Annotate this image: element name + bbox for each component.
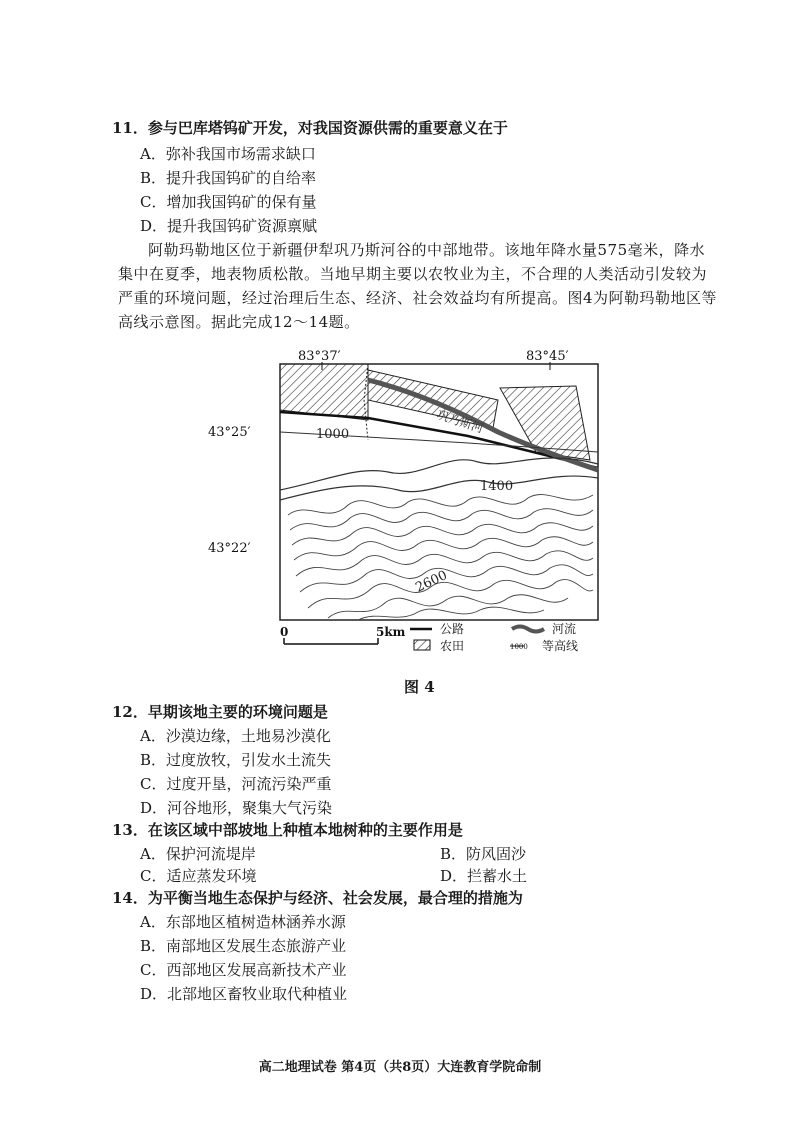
question-14-option-b: B．南部地区发展生态旅游产业 xyxy=(140,937,347,955)
question-12-option-d: D．河谷地形，聚集大气污染 xyxy=(140,799,333,817)
question-11-option-a: A．弥补我国市场需求缺口 xyxy=(140,145,316,163)
scale-five-label: 5km xyxy=(376,625,406,639)
river-label: 巩乃斯河 xyxy=(435,407,486,436)
question-12-option-b: B．过度放牧，引发水土流失 xyxy=(140,751,332,769)
scale-zero-label: 0 xyxy=(280,625,289,639)
legend-river-label: 河流 xyxy=(552,622,577,636)
question-11-option-d: D．提升我国钨矿资源禀赋 xyxy=(140,217,318,235)
longitude-label-left: 83°37′ xyxy=(298,349,341,364)
question-13-option-a: A．保护河流堤岸 xyxy=(140,845,256,863)
question-12-option-a: A．沙漠边缘，土地易沙漠化 xyxy=(140,727,331,745)
legend-contour-sample: 1000 xyxy=(510,643,528,651)
question-11-option-c: C．增加我国钨矿的保有量 xyxy=(140,193,317,211)
contour-map-figure xyxy=(208,340,608,660)
question-14-option-a: A．东部地区植树造林涵养水源 xyxy=(140,913,346,931)
question-14-option-d: D．北部地区畜牧业取代种植业 xyxy=(140,985,348,1003)
latitude-label-bottom: 43°22′ xyxy=(208,541,251,556)
page-footer: 高二地理试卷 第4页（共8页）大连教育学院命制 xyxy=(258,1060,542,1075)
farmland-west xyxy=(280,364,368,420)
question-13-option-d: D．拦蓄水土 xyxy=(440,867,528,885)
contour-label-1000: 1000 xyxy=(316,427,350,442)
legend-river-symbol xyxy=(512,627,544,632)
question-12-option-c: C．过度开垦，河流污染严重 xyxy=(140,775,332,793)
question-11-stem: 11．参与巴库塔钨矿开发，对我国资源供需的重要意义在于 xyxy=(112,119,508,137)
legend-contour-label: 等高线 xyxy=(542,639,579,653)
longitude-label-right: 83°45′ xyxy=(526,349,569,364)
contour-label-2600: 2600 xyxy=(413,568,450,596)
question-11-option-b: B．提升我国钨矿的自给率 xyxy=(140,169,317,187)
latitude-label-top: 43°25′ xyxy=(208,425,251,440)
contour-label-1400: 1400 xyxy=(480,479,514,494)
legend-farmland-symbol xyxy=(414,640,430,650)
question-13-option-b: B．防风固沙 xyxy=(440,845,527,863)
question-14-option-c: C．西部地区发展高新技术产业 xyxy=(140,961,347,979)
legend-farmland-label: 农田 xyxy=(440,639,465,653)
question-13-option-c: C．适应蒸发环境 xyxy=(140,867,257,885)
figure-caption: 图 4 xyxy=(404,678,435,696)
question-13-stem: 13．在该区域中部坡地上种植本地树种的主要作用是 xyxy=(112,821,463,839)
legend-road-label: 公路 xyxy=(440,622,465,636)
question-12-stem: 12．早期该地主要的环境问题是 xyxy=(112,703,328,721)
question-14-stem: 14．为平衡当地生态保护与经济、社会发展，最合理的措施为 xyxy=(112,889,523,907)
reading-passage: 阿勒玛勒地区位于新疆伊犁巩乃斯河谷的中部地带。该地年降水量575毫米，降水集中在夏季，地表物质松散。当地早期主要以农牧业为主，不合理的人类活动引发较为严重的环境问题，经过治理后生态、经济、社会效益均有所提高。图4为阿勒玛勒地区等高线示意图。据此完成12～14题。 xyxy=(118,241,718,331)
